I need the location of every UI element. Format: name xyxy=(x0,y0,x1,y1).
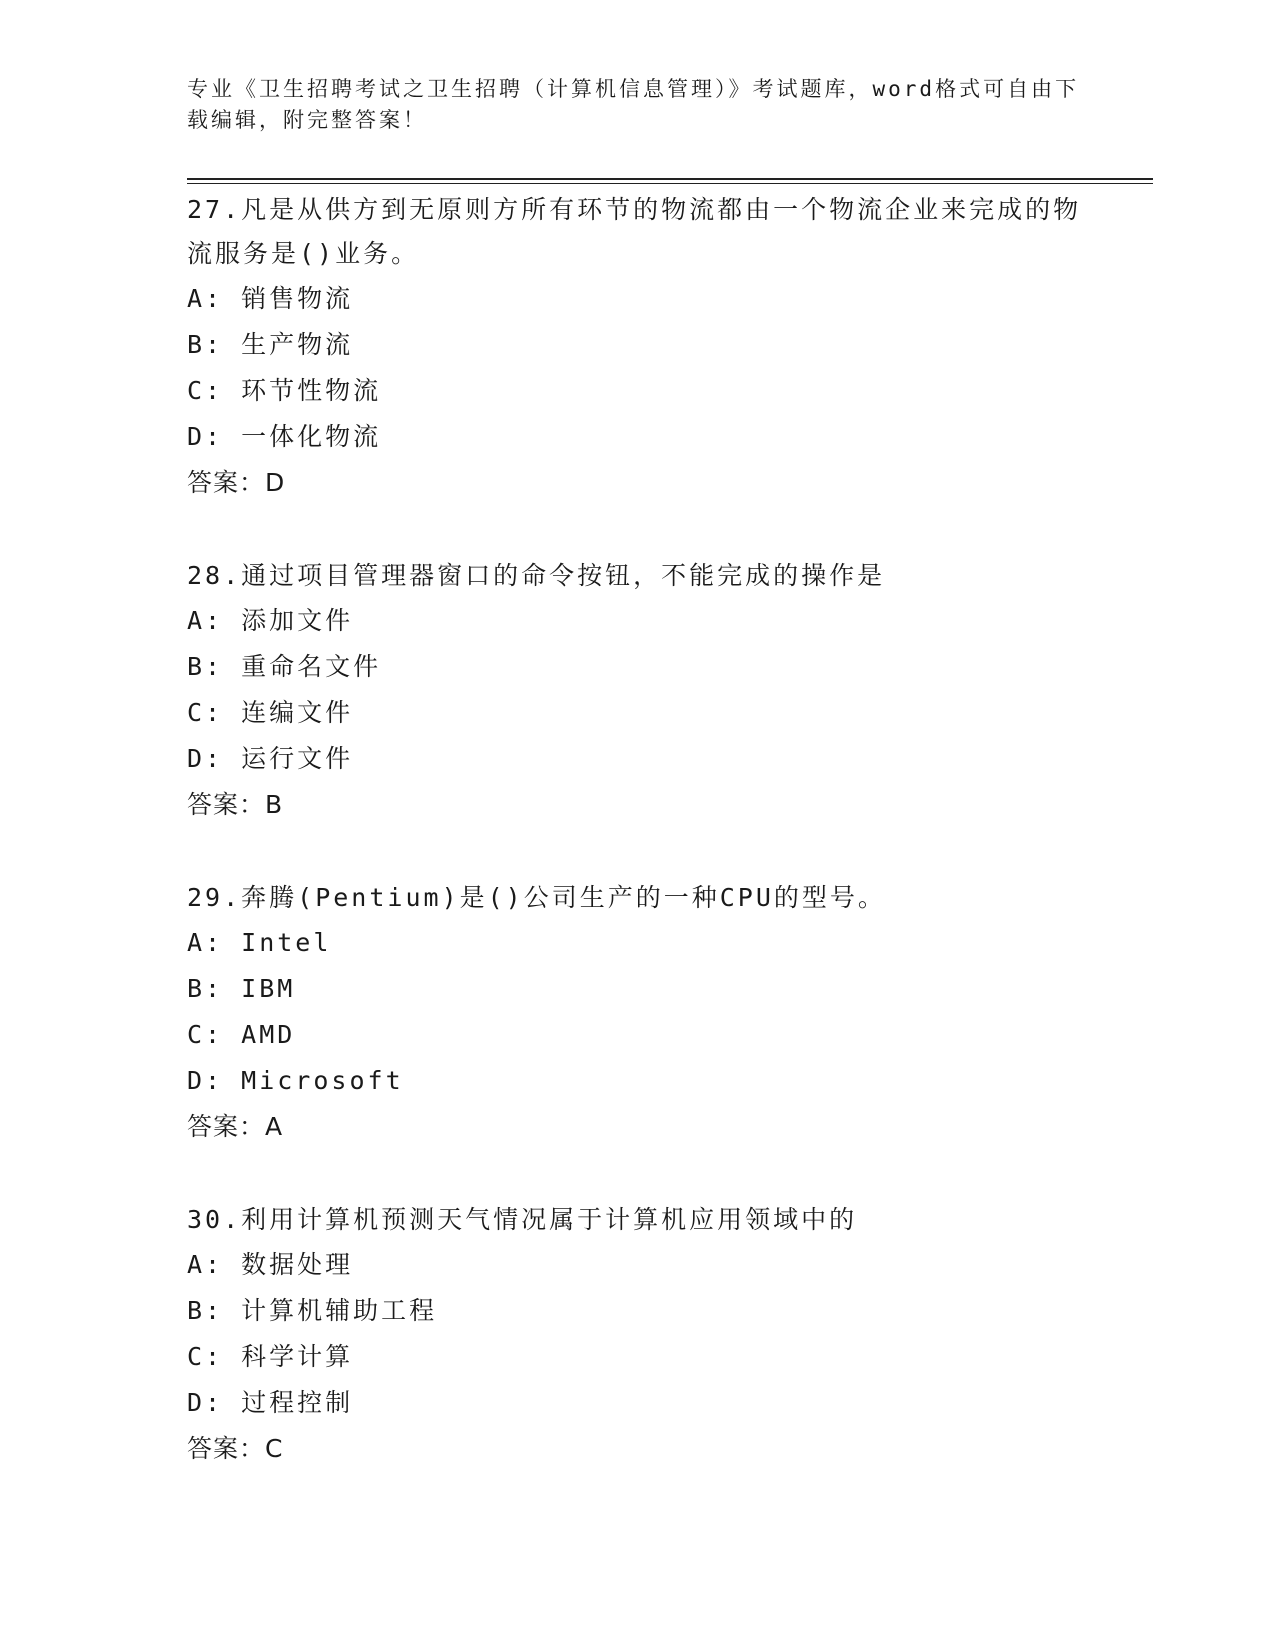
question-stem: 27.凡是从供方到无原则方所有环节的物流都由一个物流企业来完成的物流服务是()业务。 xyxy=(187,195,1082,268)
question-stem: 29.奔腾(Pentium)是()公司生产的一种CPU的型号。 xyxy=(187,883,886,912)
header-divider-thin xyxy=(187,183,1153,184)
option-c: C: AMD xyxy=(187,1020,296,1049)
option-b: B: 计算机辅助工程 xyxy=(187,1296,438,1325)
question-30 xyxy=(187,1198,1087,1472)
option-a: A: 添加文件 xyxy=(187,606,354,635)
option-d: D: Microsoft xyxy=(187,1066,404,1095)
question-stem: 28.通过项目管理器窗口的命令按钮，不能完成的操作是 xyxy=(187,561,886,590)
option-a: A: 数据处理 xyxy=(187,1250,354,1279)
option-c: C: 科学计算 xyxy=(187,1342,354,1371)
option-d: D: 一体化物流 xyxy=(187,422,382,451)
answer: 答案：B xyxy=(187,790,284,819)
question-29 xyxy=(187,876,1087,1150)
answer: 答案：D xyxy=(187,468,286,497)
question-27 xyxy=(187,188,1087,506)
option-c: C: 连编文件 xyxy=(187,698,354,727)
option-a: A: Intel xyxy=(187,928,332,957)
option-a: A: 销售物流 xyxy=(187,284,354,313)
document-header: 专业《卫生招聘考试之卫生招聘（计算机信息管理）》考试题库，word格式可自由下载编辑，附完整答案！ xyxy=(187,77,1080,132)
answer: 答案：A xyxy=(187,1112,284,1141)
answer: 答案：C xyxy=(187,1434,284,1463)
option-c: C: 环节性物流 xyxy=(187,376,382,405)
question-28 xyxy=(187,554,1087,828)
option-d: D: 过程控制 xyxy=(187,1388,354,1417)
option-d: D: 运行文件 xyxy=(187,744,354,773)
option-b: B: 生产物流 xyxy=(187,330,354,359)
option-b: B: IBM xyxy=(187,974,296,1003)
header-divider-thick xyxy=(187,178,1153,180)
option-b: B: 重命名文件 xyxy=(187,652,382,681)
question-stem: 30.利用计算机预测天气情况属于计算机应用领域中的 xyxy=(187,1205,858,1234)
